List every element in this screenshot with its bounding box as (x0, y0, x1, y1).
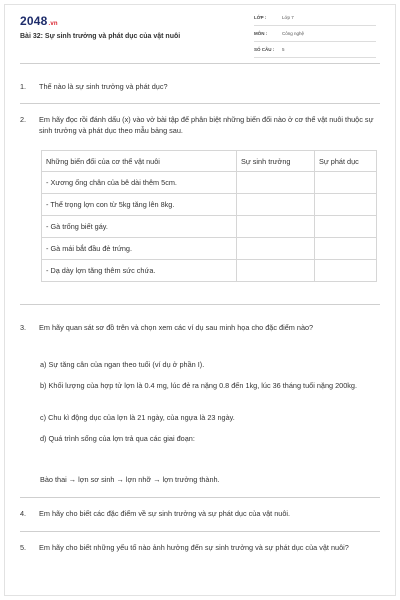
table-row (42, 216, 377, 238)
answer-cell[interactable] (315, 194, 377, 216)
option-c: c) Chu kì động dục của lợn là 21 ngày, của ngựa là 23 ngày. (40, 413, 235, 422)
option-a: a) Sự tăng cân của ngan theo tuổi (ví dụ ở phần I). (40, 360, 205, 369)
question-number: 5. (20, 543, 27, 552)
answer-cell[interactable] (237, 260, 315, 282)
table-row (42, 172, 377, 194)
answer-cell[interactable] (237, 172, 315, 194)
answer-cell[interactable] (315, 260, 377, 282)
divider (20, 304, 380, 305)
classification-table (41, 150, 377, 282)
column-header: Sự phát dục (315, 151, 377, 172)
option-d-sequence: Bào thai → lợn sơ sinh → lợn nhỡ → lợn trưởng thành. (40, 475, 220, 484)
option-d: d) Quá trình sống của lợn trả qua các giai đoạn: (40, 434, 195, 443)
logo-suffix: .vn (48, 21, 58, 27)
header-divider (20, 63, 380, 64)
meta-label: LỚP : (254, 15, 267, 20)
meta-row-count (254, 46, 376, 58)
answer-cell[interactable] (237, 194, 315, 216)
meta-label: MÔN : (254, 31, 268, 36)
answer-cell[interactable] (237, 216, 315, 238)
answer-cell[interactable] (315, 172, 377, 194)
question-number: 1. (20, 82, 27, 91)
column-header: Sự sinh trưởng (237, 151, 315, 172)
meta-value: Lớp 7 (282, 15, 294, 20)
meta-value: 5 (282, 47, 285, 52)
option-b: b) Khối lượng của hợp tử lợn là 0.4 mg, lúc đẻ ra nặng 0.8 đến 1kg, lúc 36 tháng tuổi nặng 200kg. (40, 381, 358, 390)
question-number: 3. (20, 323, 27, 332)
meta-row-class (254, 14, 376, 26)
question-text: Em hãy quan sát sơ đồ trên và chọn xem các ví dụ sau minh họa cho đặc điểm nào? (39, 323, 314, 332)
meta-info (254, 14, 376, 62)
meta-label: SỐ CÂU : (254, 47, 275, 52)
divider (20, 531, 380, 532)
question-number: 4. (20, 509, 27, 518)
question-text: Em hãy cho biết những yếu tố nào ảnh hưởng đến sự sinh trưởng và sự phát dục của vật nuôi? (39, 543, 349, 552)
answer-cell[interactable] (315, 238, 377, 260)
table-cell: - Gà mái bắt đầu đẻ trứng. (42, 238, 237, 260)
answer-cell[interactable] (315, 216, 377, 238)
divider (20, 497, 380, 498)
question-text: Em hãy đọc rồi đánh dấu (x) vào vở bài tập để phân biệt những biến đổi nào ở cơ thể vật nuôi thuộc sự sinh trưởng và phát dục theo mẫu bảng sau. (39, 115, 374, 135)
table-row (42, 194, 377, 216)
question-number: 2. (20, 115, 27, 124)
logo-text: 2048 (20, 14, 48, 28)
table-row (42, 238, 377, 260)
question-text: Em hãy cho biết các đặc điểm về sự sinh trưởng và sự phát dục của vật nuôi. (39, 509, 291, 518)
question-text: Thế nào là sự sinh trưởng và phát dục? (39, 82, 168, 91)
table-cell: - Xương ống chân của bê dài thêm 5cm. (42, 172, 237, 194)
table-cell: - Dạ dày lợn tăng thêm sức chứa. (42, 260, 237, 282)
table-cell: - Thể trọng lợn con từ 5kg tăng lên 8kg. (42, 194, 237, 216)
answer-cell[interactable] (237, 238, 315, 260)
divider (20, 103, 380, 104)
meta-value: Công nghệ (282, 31, 305, 36)
site-logo[interactable] (20, 14, 58, 28)
meta-row-subject (254, 30, 376, 42)
table-cell: - Gà trống biết gáy. (42, 216, 237, 238)
lesson-title: Bài 32: Sự sinh trưởng và phát dục của vật nuôi (20, 33, 181, 40)
table-header-row (42, 151, 377, 172)
table-row (42, 260, 377, 282)
column-header: Những biến đổi của cơ thể vật nuôi (42, 151, 237, 172)
